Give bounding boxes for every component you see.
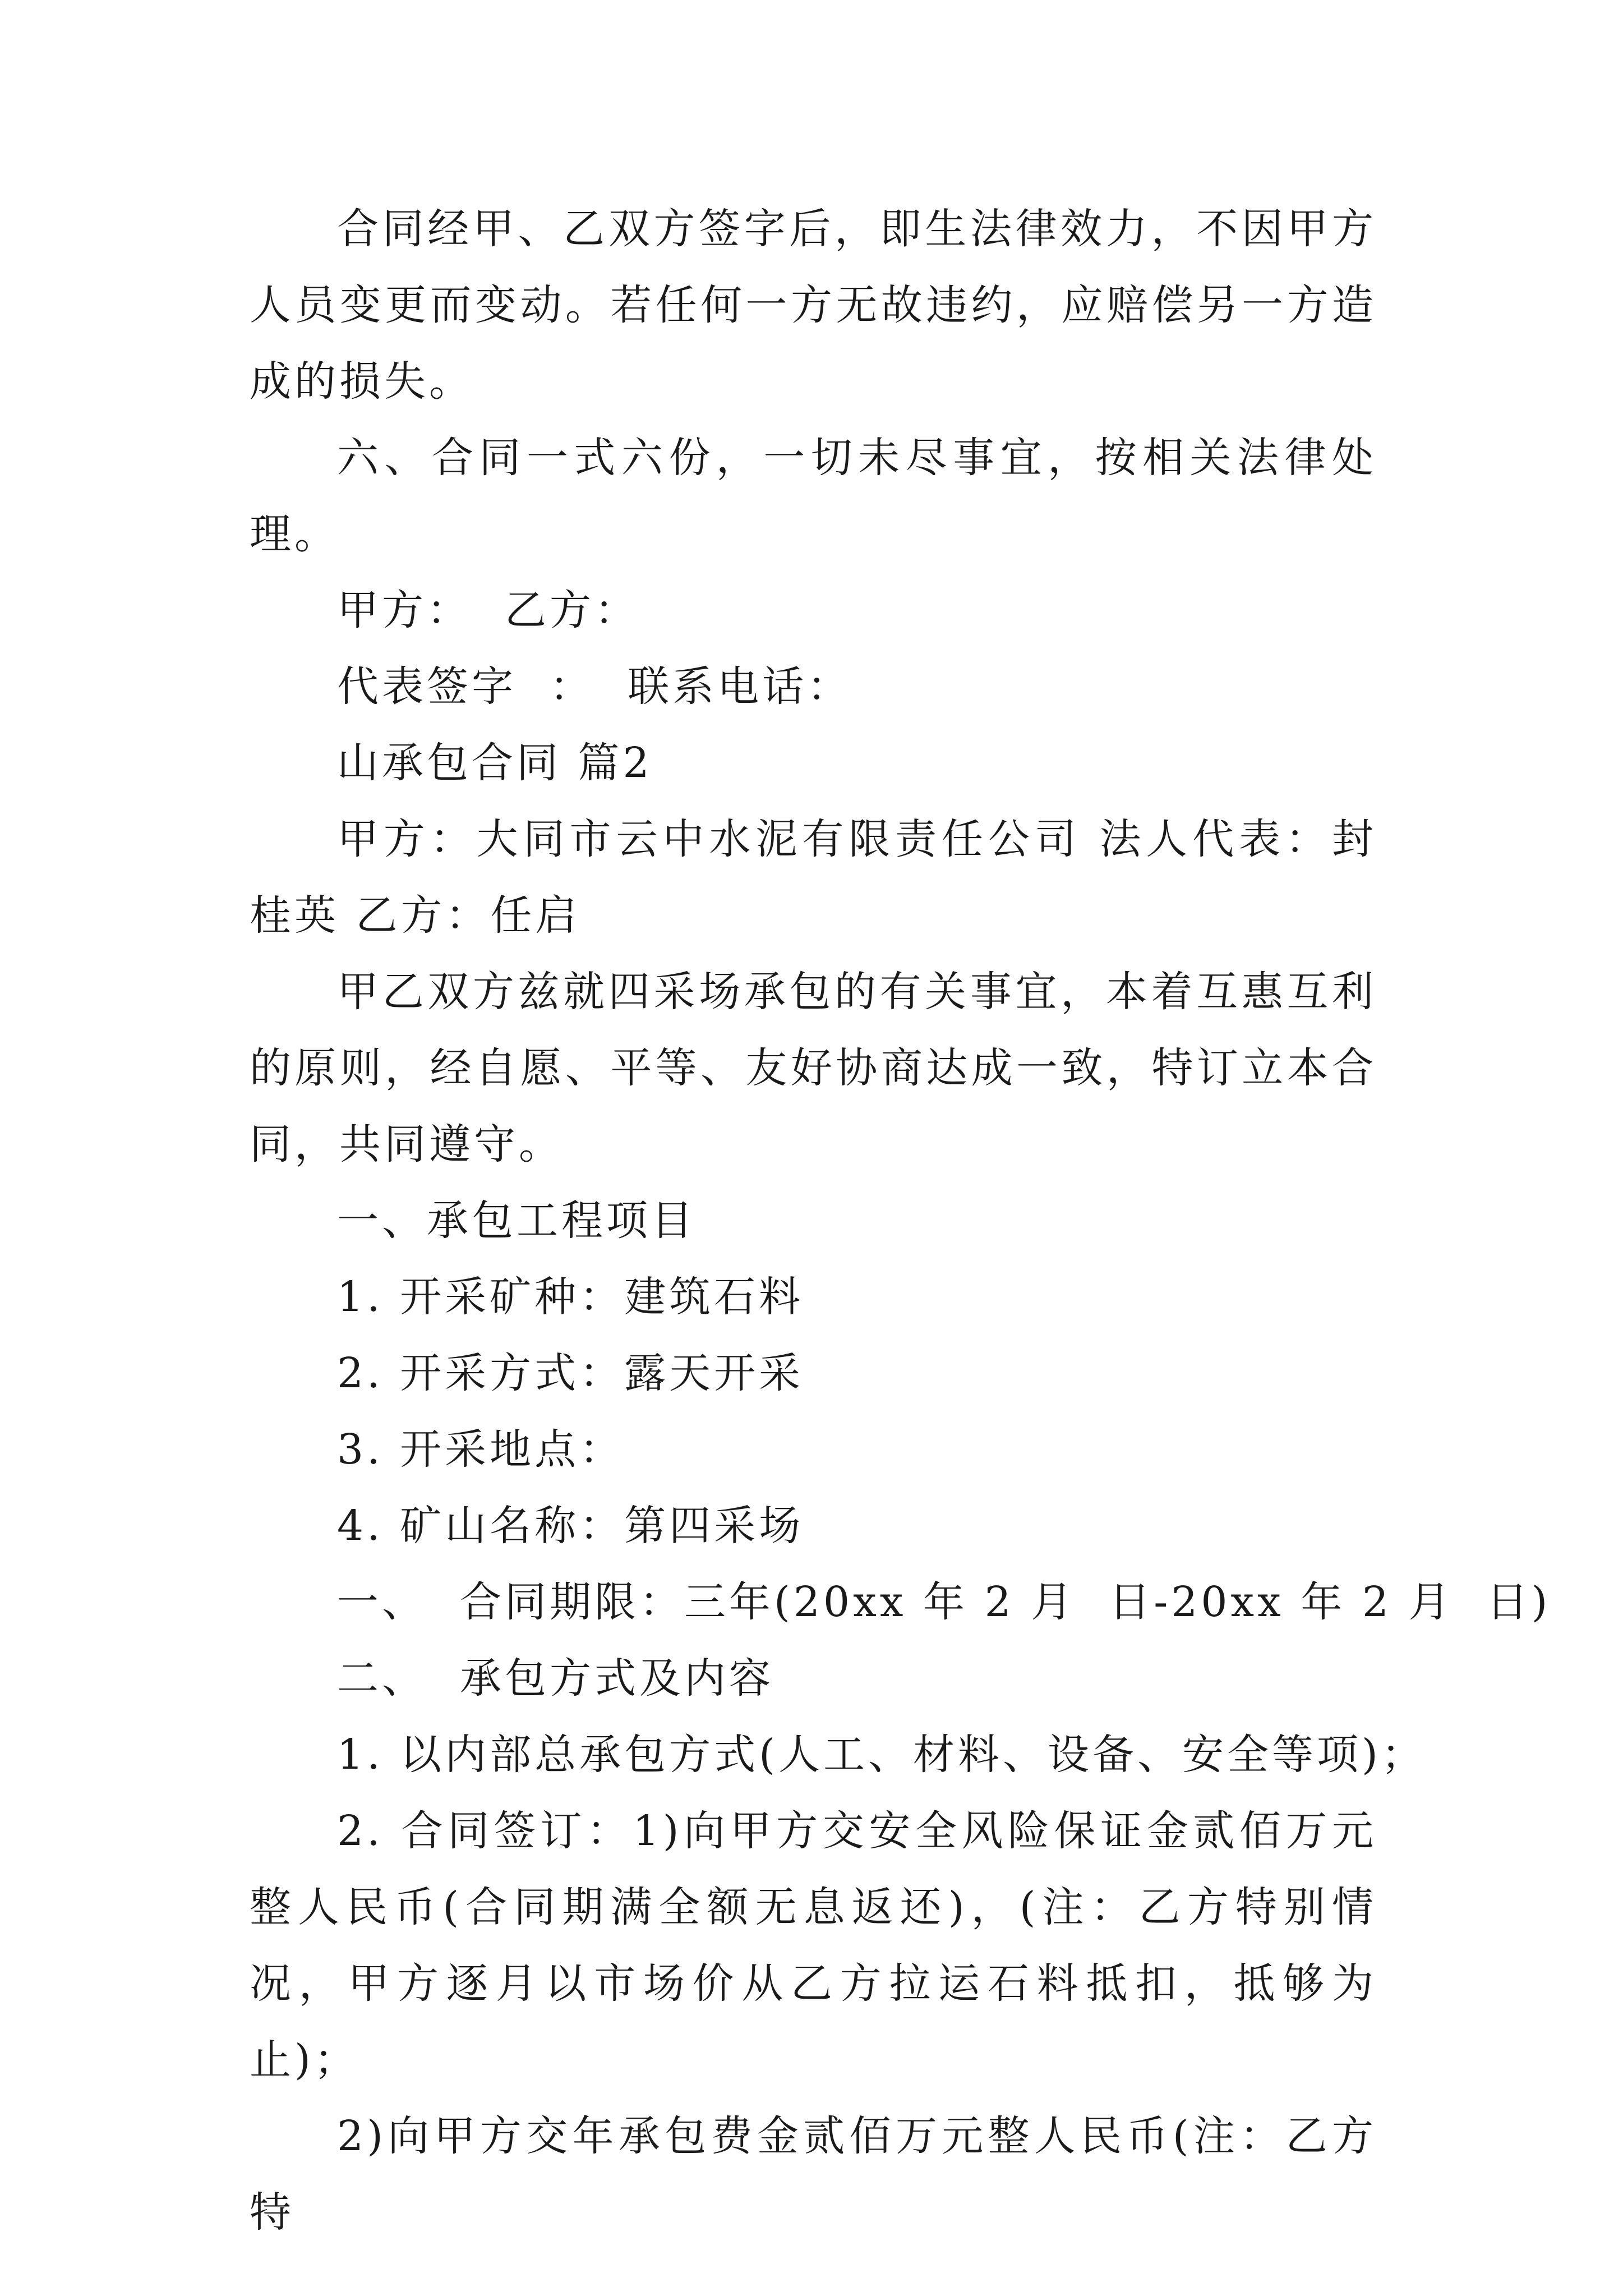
paragraph-annual-fee: 2)向甲方交年承包费金贰佰万元整人民币(注：乙方特 xyxy=(250,2112,1377,2237)
heading-term: 一、 合同期限：三年(20xx 年 2 月 日-20xx 年 2 月 日) xyxy=(337,1578,1551,1626)
heading-project: 一、承包工程项目 xyxy=(337,1197,696,1245)
item-mine-name: 4. 矿山名称：第四采场 xyxy=(337,1502,804,1550)
heading-contract-method: 二、 承包方式及内容 xyxy=(337,1654,774,1703)
paragraph-deposit: 2. 合同签订：1)向甲方交安全风险保证金贰佰万元整人民币(合同期满全额无息返还)，(注：乙方特别情况，甲方逐月以市场价从乙方拉运石料抵扣，抵够为止)； xyxy=(250,1807,1377,2084)
paragraph-parties: 甲方：大同市云中水泥有限责任公司 法人代表：封桂英 乙方：任启 xyxy=(250,815,1377,940)
line-party-a-b: 甲方： 乙方： xyxy=(337,586,640,634)
line-signature-phone: 代表签字 ： 联系电话： xyxy=(337,662,852,711)
item-mining-method: 2. 开采方式：露天开采 xyxy=(337,1349,804,1397)
item-mineral-type: 1. 开采矿种：建筑石料 xyxy=(337,1273,804,1321)
item-internal-contract: 1. 以内部总承包方式(人工、材料、设备、安全等项)； xyxy=(337,1731,1426,1779)
document-body xyxy=(250,191,1551,2251)
item-mining-location: 3. 开采地点： xyxy=(337,1425,625,1474)
paragraph-contract-effect: 合同经甲、乙双方签字后，即生法律效力，不因甲方人员变更而变动。若任何一方无故违约，应赔偿另一方造成的损失。 xyxy=(250,205,1377,406)
paragraph-six-copies: 六、合同一式六份，一切未尽事宜，按相关法律处理。 xyxy=(250,434,1377,558)
paragraph-preamble: 甲乙双方兹就四采场承包的有关事宜，本着互惠互利的原则，经自愿、平等、友好协商达成一致，特订立本合同，共同遵守。 xyxy=(250,968,1377,1168)
section-title: 山承包合同 篇2 xyxy=(337,739,653,787)
